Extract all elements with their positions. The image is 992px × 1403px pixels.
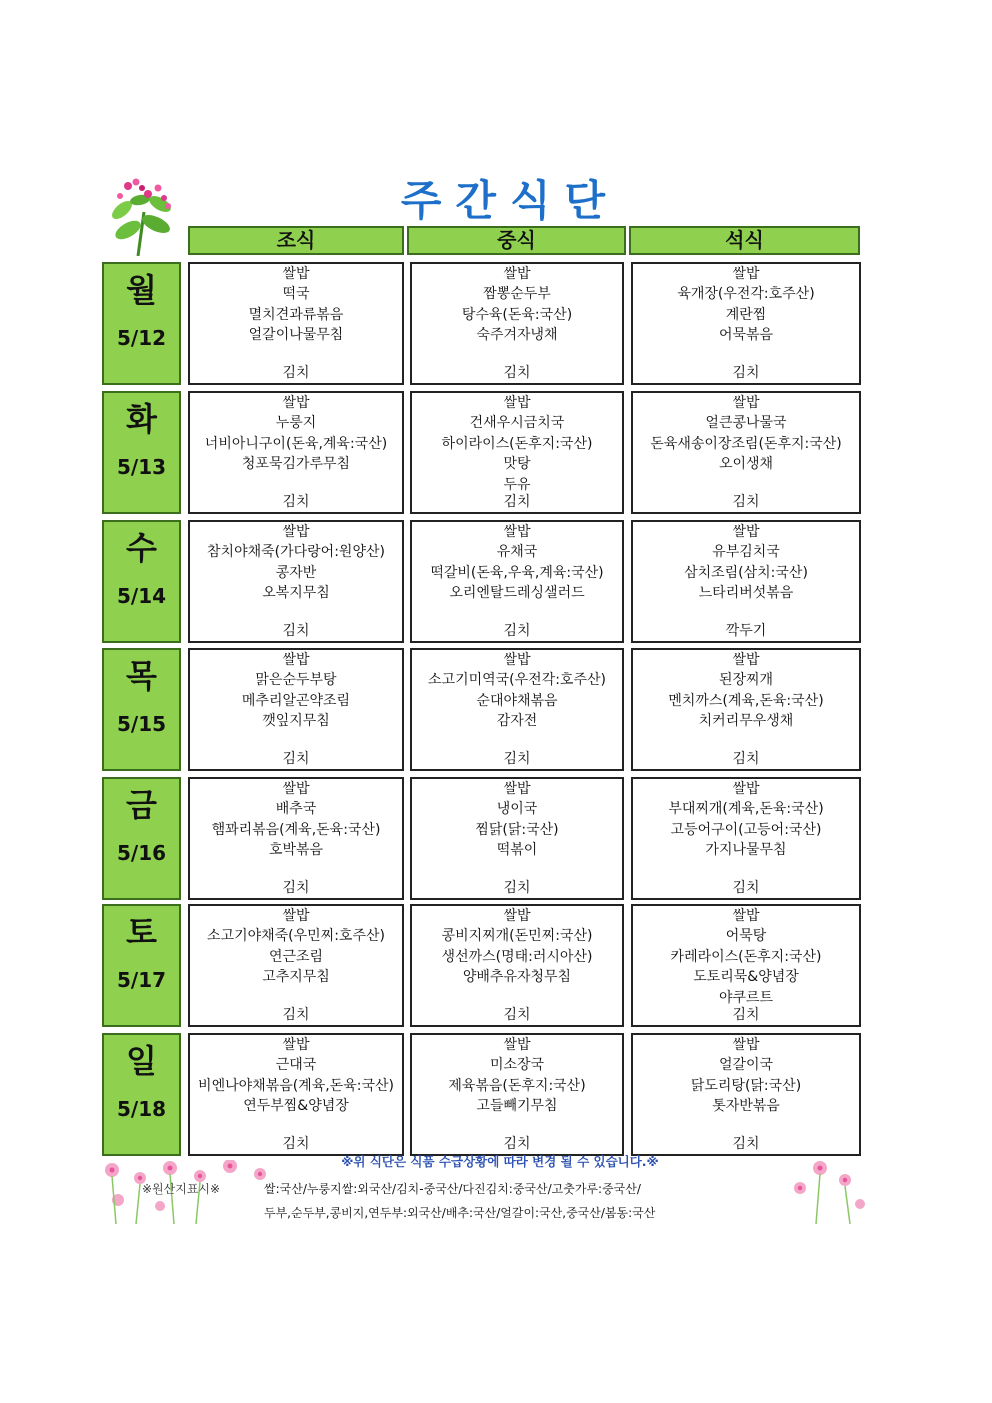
page-title: 주간식단 — [400, 176, 620, 225]
menu-item: 쌀밥 — [503, 395, 531, 411]
menu-item: 고들빼기무침 — [476, 1098, 558, 1115]
menu-item: 치커리무우생채 — [698, 713, 794, 730]
menu-item: 고추지무침 — [262, 969, 330, 986]
menu-item: 쌀밥 — [282, 908, 310, 924]
origin-label: ※원산지표시※ — [142, 1182, 221, 1196]
weekday: 토 — [126, 913, 157, 951]
menu-item: 쌀밥 — [503, 266, 531, 282]
menu-cell-dinner — [631, 904, 861, 1027]
menu-item: 쌀밥 — [282, 652, 310, 668]
menu-item: 배추국 — [275, 801, 317, 818]
menu-item-kimchi: 김치 — [732, 365, 760, 381]
date: 5/15 — [116, 712, 167, 736]
menu-item: 깻잎지무침 — [262, 713, 330, 730]
menu-item: 오이생채 — [718, 456, 774, 473]
day-label — [102, 1033, 181, 1156]
menu-cell-dinner — [631, 1033, 861, 1156]
weekday: 화 — [126, 400, 157, 438]
menu-cell-lunch — [410, 391, 624, 514]
day-label — [102, 262, 181, 385]
menu-item: 쌀밥 — [732, 781, 760, 797]
menu-item: 쌀밥 — [282, 1037, 310, 1053]
meal-header-dinner: 석식 — [629, 226, 860, 255]
menu-item: 야쿠르트 — [718, 989, 774, 1006]
menu-item: 쌀밥 — [282, 524, 310, 540]
menu-item: 쌀밥 — [503, 781, 531, 797]
menu-cell-dinner — [631, 648, 861, 771]
menu-item-kimchi: 김치 — [503, 1136, 531, 1152]
menu-item: 오복지무침 — [262, 585, 330, 602]
menu-item: 도토리묵&양념장 — [693, 969, 799, 986]
menu-item-kimchi: 김치 — [503, 880, 531, 896]
menu-item: 톳자반볶음 — [712, 1098, 780, 1115]
weekday: 월 — [126, 271, 157, 309]
menu-cell-breakfast — [188, 777, 404, 900]
menu-cell-breakfast — [188, 391, 404, 514]
menu-item: 멸치견과류볶음 — [248, 306, 344, 323]
menu-item: 고등어구이(고등어:국산) — [670, 821, 822, 838]
menu-cell-lunch — [410, 262, 624, 385]
weekday: 금 — [126, 786, 157, 824]
menu-item-kimchi: 김치 — [282, 1136, 310, 1152]
menu-item: 청포묵김가루무침 — [241, 456, 351, 473]
menu-item: 연두부찜&양념장 — [243, 1098, 349, 1115]
menu-item: 어묵탕 — [725, 928, 767, 945]
menu-item: 삼치조림(삼치:국산) — [684, 564, 808, 581]
menu-item-kimchi: 김치 — [732, 1136, 760, 1152]
menu-cell-dinner — [631, 262, 861, 385]
menu-item: 떡갈비(돈육,우육,계육:국산) — [430, 564, 604, 581]
menu-item: 얼갈이국 — [718, 1057, 774, 1074]
menu-item: 하이라이스(돈후지:국산) — [441, 435, 593, 452]
menu-item-kimchi: 김치 — [503, 1007, 531, 1023]
menu-item: 누룽지 — [275, 415, 317, 432]
menu-cell-lunch — [410, 777, 624, 900]
menu-item: 카레라이스(돈후지:국산) — [670, 948, 822, 965]
menu-item: 유채국 — [496, 544, 538, 561]
menu-cell-lunch — [410, 1033, 624, 1156]
meal-header-lunch: 중식 — [407, 226, 626, 255]
menu-item: 콩자반 — [275, 564, 317, 581]
menu-item: 맛탕 — [503, 456, 531, 473]
menu-item: 쌀밥 — [732, 908, 760, 924]
menu-item-kimchi: 김치 — [503, 494, 531, 510]
weekday: 일 — [126, 1042, 157, 1080]
menu-item-kimchi: 김치 — [503, 751, 531, 767]
menu-item-kimchi: 김치 — [732, 1007, 760, 1023]
menu-item: 메추리알곤약조림 — [241, 692, 351, 709]
menu-item: 소고기미역국(우전각:호주산) — [428, 672, 606, 689]
weekday: 목 — [126, 657, 157, 695]
menu-item: 떡국 — [282, 286, 310, 303]
date: 5/17 — [116, 968, 167, 992]
menu-item-kimchi: 김치 — [282, 623, 310, 639]
menu-item: 돈육새송이장조림(돈후지:국산) — [650, 435, 842, 452]
menu-item: 유부김치국 — [712, 544, 780, 561]
meal-header-breakfast: 조식 — [188, 226, 404, 255]
menu-item: 쌀밥 — [282, 781, 310, 797]
menu-item: 너비아니구이(돈육,계육:국산) — [204, 435, 388, 452]
menu-item: 탕수육(돈육:국산) — [461, 306, 573, 323]
menu-item: 쌀밥 — [503, 524, 531, 540]
menu-cell-breakfast — [188, 520, 404, 643]
date: 5/14 — [116, 584, 167, 608]
menu-item-kimchi: 김치 — [503, 623, 531, 639]
menu-item: 제육볶음(돈후지:국산) — [448, 1077, 586, 1094]
menu-item: 미소장국 — [489, 1057, 545, 1074]
menu-item: 쌀밥 — [282, 266, 310, 282]
date: 5/12 — [116, 326, 167, 350]
weekday: 수 — [126, 529, 157, 567]
menu-cell-dinner — [631, 391, 861, 514]
menu-cell-breakfast — [188, 904, 404, 1027]
menu-item: 육개장(우전각:호주산) — [677, 286, 815, 303]
date: 5/16 — [116, 841, 167, 865]
day-label — [102, 648, 181, 771]
menu-cell-lunch — [410, 520, 624, 643]
menu-cell-lunch — [410, 648, 624, 771]
day-label — [102, 520, 181, 643]
menu-item: 쌀밥 — [503, 1037, 531, 1053]
menu-item: 닭도리탕(닭:국산) — [690, 1077, 802, 1094]
origin-line-2: 두부,순두부,콩비지,연두부:외국산/배추:국산/얼갈이:국산,중국산/봄동:국산 — [264, 1206, 656, 1220]
menu-item: 건새우시금치국 — [469, 415, 565, 432]
menu-item-kimchi: 김치 — [732, 494, 760, 510]
day-label — [102, 391, 181, 514]
menu-cell-lunch — [410, 904, 624, 1027]
menu-cell-breakfast — [188, 262, 404, 385]
menu-item: 쌀밥 — [732, 266, 760, 282]
menu-item: 계란찜 — [725, 306, 767, 323]
menu-item: 부대찌개(계육,돈육:국산) — [668, 801, 824, 818]
menu-item: 얼큰콩나물국 — [705, 415, 787, 432]
menu-item: 냉이국 — [496, 801, 538, 818]
day-label — [102, 777, 181, 900]
menu-item: 얼갈이나물무침 — [248, 327, 344, 344]
menu-item: 콩비지찌개(돈민찌:국산) — [441, 928, 593, 945]
menu-item: 쌀밥 — [732, 1037, 760, 1053]
menu-item: 소고기야채죽(우민찌:호주산) — [207, 928, 385, 945]
menu-item: 연근조림 — [268, 948, 324, 965]
menu-item: 짬뽕순두부 — [483, 286, 551, 303]
menu-cell-breakfast — [188, 1033, 404, 1156]
date: 5/18 — [116, 1097, 167, 1121]
menu-item: 비엔나야채볶음(계육,돈육:국산) — [198, 1077, 394, 1094]
menu-item-kimchi: 김치 — [282, 1007, 310, 1023]
menu-item: 감자전 — [496, 713, 538, 730]
menu-item-kimchi: 김치 — [282, 365, 310, 381]
day-label — [102, 904, 181, 1027]
menu-change-notice: ※위 식단은 식품 수급상황에 따라 변경 될 수 있습니다.※ — [341, 1154, 659, 1169]
menu-item: 가지나물무침 — [705, 842, 787, 859]
menu-item: 근대국 — [275, 1057, 317, 1074]
menu-item: 쌀밥 — [732, 524, 760, 540]
menu-item: 참치야채죽(가다랑어:원양산) — [207, 544, 385, 561]
menu-item-kimchi: 김치 — [503, 365, 531, 381]
menu-item: 쌀밥 — [503, 652, 531, 668]
menu-item: 숙주겨자냉채 — [476, 327, 558, 344]
origin-line-1: 쌀:국산/누룽지쌀:외국산/김치-중국산/다진김치:중국산/고춧가루:중국산/ — [264, 1182, 641, 1196]
menu-item: 어묵볶음 — [718, 327, 774, 344]
menu-item: 쌀밥 — [732, 395, 760, 411]
menu-cell-dinner — [631, 520, 861, 643]
menu-item: 맑은순두부탕 — [255, 672, 337, 689]
menu-item-kimchi: 김치 — [282, 494, 310, 510]
menu-item: 떡볶이 — [496, 842, 538, 859]
title-flower-image — [98, 172, 184, 256]
menu-item: 쌀밥 — [282, 395, 310, 411]
menu-item-kimchi: 김치 — [732, 751, 760, 767]
menu-item: 된장찌개 — [718, 672, 774, 689]
menu-item-kimchi: 김치 — [282, 880, 310, 896]
menu-item: 두유 — [503, 476, 531, 493]
menu-item-kimchi: 김치 — [732, 880, 760, 896]
menu-item-kimchi: 김치 — [282, 751, 310, 767]
menu-item: 느타리버섯볶음 — [698, 585, 794, 602]
menu-item: 양배추유자청무침 — [462, 969, 572, 986]
menu-item: 쌀밥 — [732, 652, 760, 668]
menu-cell-breakfast — [188, 648, 404, 771]
menu-item-kimchi: 깍두기 — [725, 623, 767, 639]
menu-item: 찜닭(닭:국산) — [475, 821, 559, 838]
menu-item: 오리엔탈드레싱샐러드 — [449, 585, 585, 602]
menu-item: 생선까스(명태:러시아산) — [441, 948, 593, 965]
menu-item: 호박볶음 — [268, 842, 324, 859]
menu-item: 순대야채볶음 — [476, 692, 558, 709]
menu-item: 햄꽈리볶음(계육,돈육:국산) — [211, 821, 381, 838]
date: 5/13 — [116, 455, 167, 479]
menu-item: 멘치까스(계육,돈육:국산) — [668, 692, 824, 709]
menu-item: 쌀밥 — [503, 908, 531, 924]
menu-cell-dinner — [631, 777, 861, 900]
